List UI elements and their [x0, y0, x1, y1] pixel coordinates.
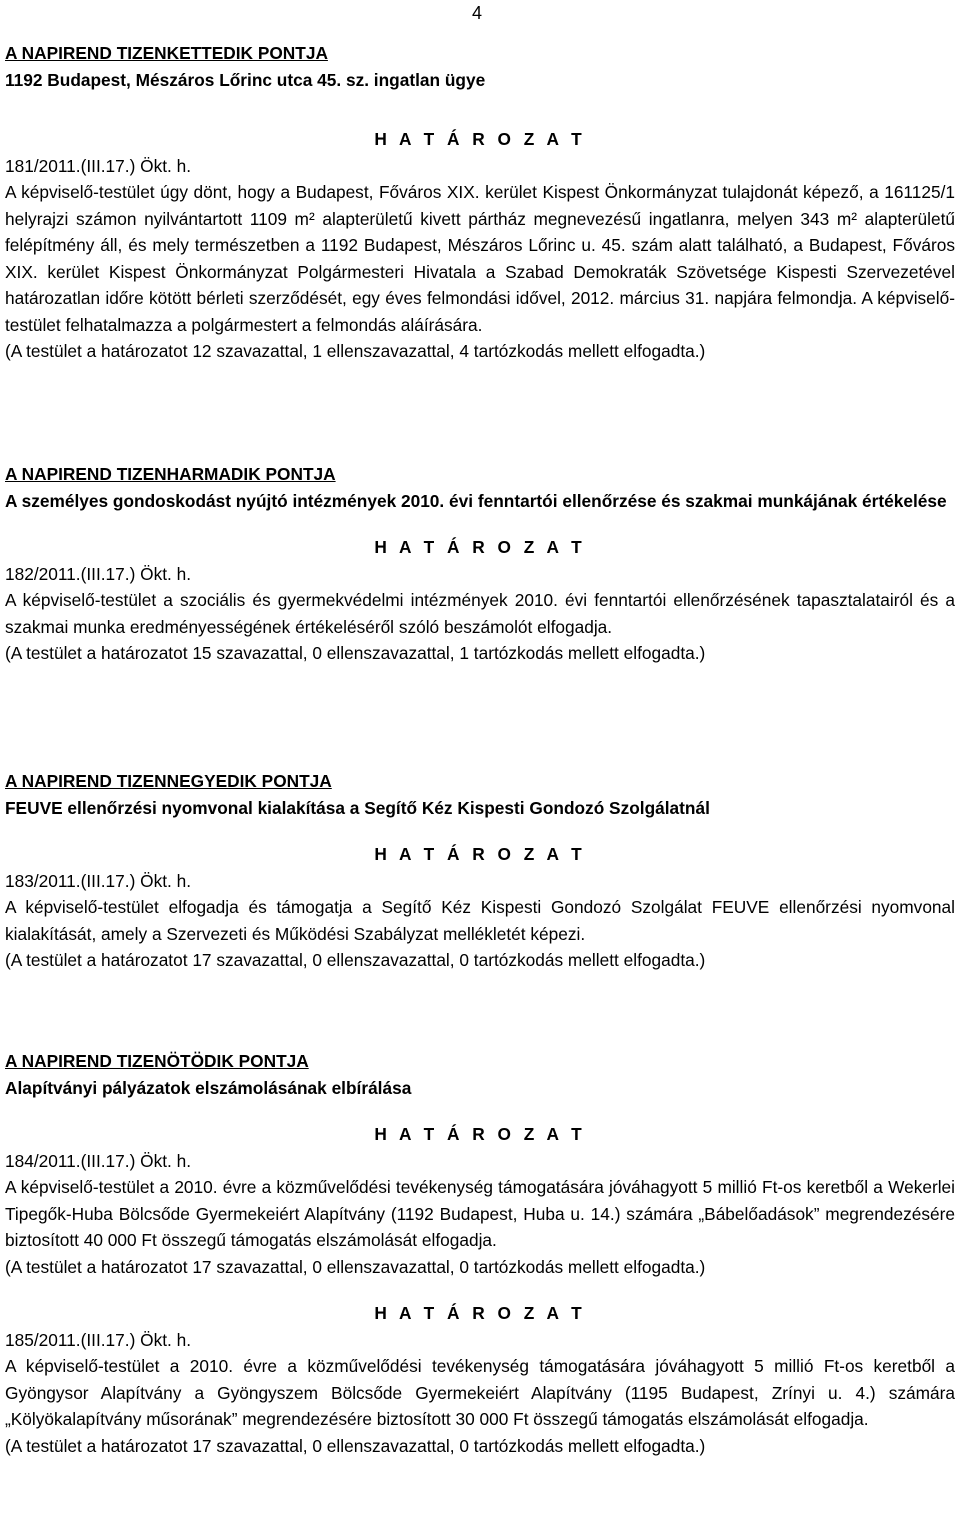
- vote-result: (A testület a határozatot 17 szavazattal, 0 ellenszavazattal, 0 tartózkodás mellett elfogadta.): [5, 1256, 706, 1277]
- vote-result: (A testület a határozatot 12 szavazattal, 1 ellenszavazattal, 4 tartózkodás mellett elfogadta.): [5, 341, 706, 361]
- agenda-item-12: [5, 40, 955, 365]
- resolution-number: 184/2011.(III.17.) Ökt. h.: [5, 1150, 192, 1171]
- agenda-subtitle: A személyes gondoskodást nyújtó intézmények 2010. évi fenntartói ellenőrzése és szakmai munkájának értékelése: [5, 490, 947, 511]
- resolution-number: 181/2011.(III.17.) Ökt. h.: [5, 155, 192, 176]
- page-number: 4: [472, 3, 483, 23]
- resolution-label: H A T Á R O Z A T: [374, 1124, 586, 1144]
- agenda-heading: A NAPIREND TIZENHARMADIK PONTJA: [5, 464, 336, 484]
- resolution-text: A képviselő-testület a 2010. évre a közművelődési tevékenység támogatására jóváhagyott 5 millió Ft-os keretből a Gyöngysor Alapítvány a Gyöngyszem Bölcsőde Gyermekeiért Alapítvány (1195 Budapest, Zrínyi u. 4.) számára „Kölyökalapítvány műsorának” megrendezésére biztosított 30 000 Ft összegű támogatás elszámolását elfogadja.: [5, 1356, 955, 1429]
- resolution-text: A képviselő-testület a 2010. évre a közművelődési tevékenység támogatására jóváhagyott 5 millió Ft-os keretből a Wekerlei Tipegők-Huba Bölcsőde Gyermekeiért Alapítvány (1192 Budapest, Huba u. 14.) számára „Bábelőadások” megrendezésére biztosított 40 000 Ft összegű támogatás elszámolását elfogadja.: [5, 1177, 955, 1250]
- resolution-number: 185/2011.(III.17.) Ökt. h.: [5, 1329, 192, 1350]
- resolution-text: A képviselő-testület úgy dönt, hogy a Budapest, Főváros XIX. kerület Kispest Önkormányzat tulajdonát képező, a 161125/1 helyrajzi számon nyilvántartott 1109 m² alapterületű kivett pártház megnevezésű ingatlanra, melyen 343 m² alapterületű felépítmény áll, és mely természetben a 1192 Budapest, Mészáros Lőrinc u. 45. szám alatt található, a Budapest, Főváros XIX. kerület Kispest Önkormányzat Polgármesteri Hivatala a Szabad Demokraták Szövetsége Kispesti Szervezetével határozatlan időre kötött bérleti szerződését, egy éves felmondási idővel, 2012. március 31. napjára felmondja. A képviselő-testület felhatalmazza a polgármestert a felmondás aláírására.: [5, 182, 955, 335]
- resolution-text: A képviselő-testület a szociális és gyermekvédelmi intézmények 2010. évi fenntartói ellenőrzésének tapasztalatairól és a szakmai munka eredményességének értékeléséről szóló beszámolót elfogadja.: [5, 590, 955, 637]
- resolution-label: H A T Á R O Z A T: [374, 844, 586, 864]
- agenda-heading: A NAPIREND TIZENÖTÖDIK PONTJA: [5, 1051, 309, 1071]
- agenda-item-15: [5, 1048, 955, 1459]
- agenda-item-14: [5, 768, 955, 974]
- agenda-heading: A NAPIREND TIZENKETTEDIK PONTJA: [5, 43, 328, 63]
- vote-result: (A testület a határozatot 15 szavazattal, 0 ellenszavazattal, 1 tartózkodás mellett elfogadta.): [5, 643, 706, 663]
- resolution-number: 182/2011.(III.17.) Ökt. h.: [5, 563, 192, 584]
- agenda-subtitle: 1192 Budapest, Mészáros Lőrinc utca 45. sz. ingatlan ügye: [5, 69, 486, 90]
- agenda-heading: A NAPIREND TIZENNEGYEDIK PONTJA: [5, 771, 332, 791]
- resolution-number: 183/2011.(III.17.) Ökt. h.: [5, 870, 192, 891]
- agenda-item-13: [5, 461, 955, 667]
- agenda-subtitle: FEUVE ellenőrzési nyomvonal kialakítása a Segítő Kéz Kispesti Gondozó Szolgálatnál: [5, 797, 710, 818]
- resolution-label: H A T Á R O Z A T: [374, 1303, 586, 1323]
- resolution-text: A képviselő-testület elfogadja és támogatja a Segítő Kéz Kispesti Gondozó Szolgálat FEUVE ellenőrzési nyomvonal kialakítását, amely a Szervezeti és Működési Szabályzat mellékletét képezi.: [5, 897, 955, 944]
- resolution-label: H A T Á R O Z A T: [374, 129, 586, 149]
- vote-result: (A testület a határozatot 17 szavazattal, 0 ellenszavazattal, 0 tartózkodás mellett elfogadta.): [5, 1435, 706, 1456]
- agenda-subtitle: Alapítványi pályázatok elszámolásának elbírálása: [5, 1077, 412, 1098]
- vote-result: (A testület a határozatot 17 szavazattal, 0 ellenszavazattal, 0 tartózkodás mellett elfogadta.): [5, 950, 706, 970]
- resolution-label: H A T Á R O Z A T: [374, 537, 586, 557]
